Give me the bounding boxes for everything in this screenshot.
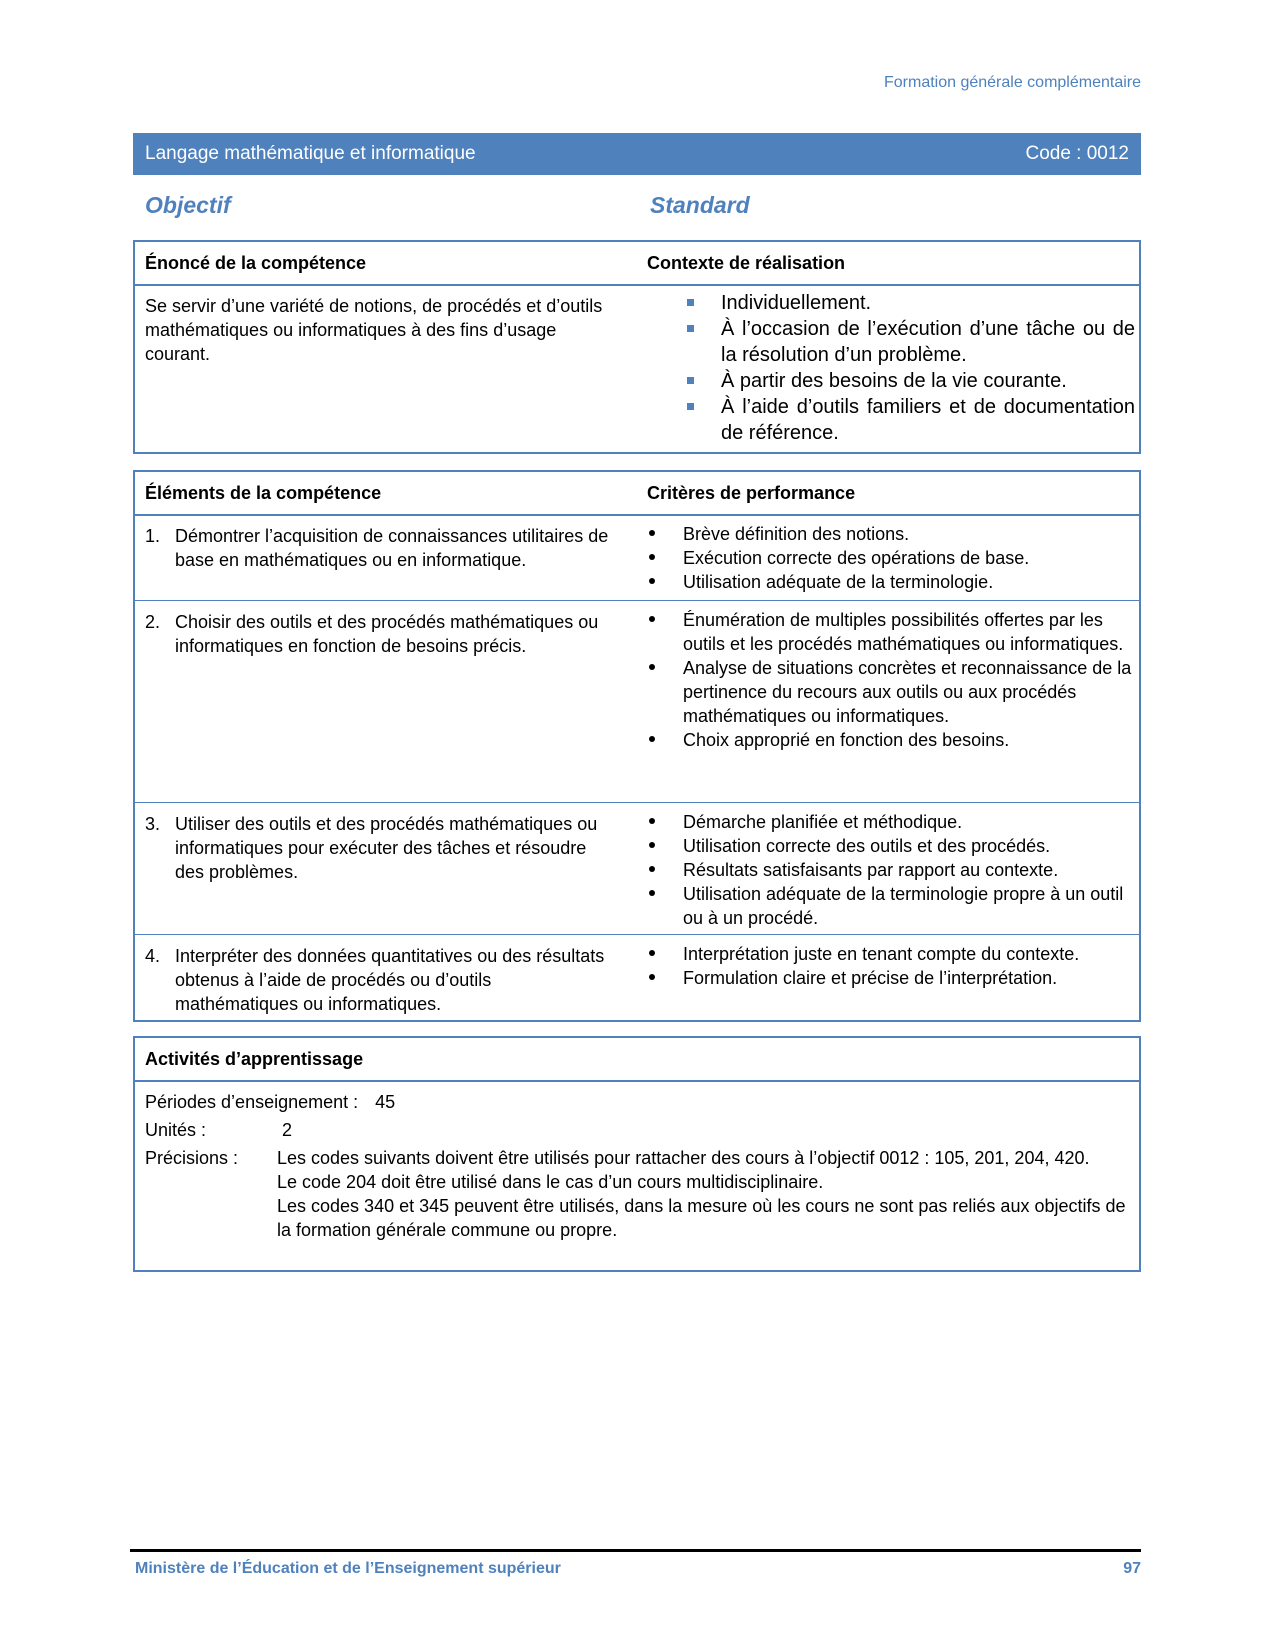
element-row-1 bbox=[145, 524, 615, 572]
objective-standard-labels bbox=[145, 192, 1045, 219]
element-number: 2. bbox=[145, 612, 161, 632]
row-divider bbox=[135, 934, 1139, 935]
periodes-label: Périodes d’enseignement : bbox=[145, 1092, 359, 1112]
contexte-item: À l’occasion de l’exécution d’une tâche ou de la résolution d’un problème. bbox=[685, 316, 1135, 368]
element-number: 4. bbox=[145, 946, 161, 966]
criteres-col-header: Critères de performance bbox=[647, 483, 856, 503]
criteres-list-4 bbox=[647, 942, 1132, 990]
competence-header bbox=[135, 242, 1139, 286]
elements-box bbox=[133, 470, 1141, 1022]
critere-item: Formulation claire et précise de l’interprétation. bbox=[647, 966, 1132, 990]
standard-label: Standard bbox=[650, 192, 750, 218]
elements-header bbox=[135, 472, 1139, 516]
element-number: 1. bbox=[145, 526, 161, 546]
element-text: Utiliser des outils et des procédés mathématiques ou informatiques pour exécuter des tâches et résoudre des problèmes. bbox=[175, 814, 598, 882]
precisions-row bbox=[145, 1146, 1130, 1242]
critere-item: Utilisation adéquate de la terminologie. bbox=[647, 570, 1132, 594]
objectif-label: Objectif bbox=[145, 192, 231, 218]
elements-col-header: Éléments de la compétence bbox=[145, 483, 382, 503]
element-text: Interpréter des données quantitatives ou des résultats obtenus à l’aide de procédés ou d’outils mathématiques ou informatiques. bbox=[175, 946, 605, 1014]
unites-value: 2 bbox=[282, 1120, 293, 1140]
contexte-item: À partir des besoins de la vie courante. bbox=[685, 368, 1135, 394]
critere-item: Exécution correcte des opérations de base. bbox=[647, 546, 1132, 570]
contexte-header: Contexte de réalisation bbox=[647, 253, 846, 273]
criteres-list-1 bbox=[647, 522, 1132, 594]
activites-box bbox=[133, 1036, 1141, 1272]
contexte-item: Individuellement. bbox=[685, 290, 1135, 316]
course-title: Langage mathématique et informatique bbox=[145, 143, 476, 164]
ministry-name: Ministère de l’Éducation et de l’Enseignement supérieur bbox=[135, 1560, 561, 1577]
element-row-2 bbox=[145, 610, 615, 658]
critere-item: Énumération de multiples possibilités offertes par les outils et les procédés mathématiques ou informatiques. bbox=[647, 608, 1132, 656]
course-code-bar bbox=[133, 133, 1141, 175]
criteres-list-3 bbox=[647, 810, 1132, 930]
periodes-value: 45 bbox=[375, 1092, 396, 1112]
competence-box bbox=[133, 240, 1141, 454]
precisions-text bbox=[277, 1146, 1130, 1242]
critere-item: Brève définition des notions. bbox=[647, 522, 1132, 546]
critere-item: Choix approprié en fonction des besoins. bbox=[647, 728, 1132, 752]
contexte-list bbox=[685, 290, 1135, 446]
critere-item: Résultats satisfaisants par rapport au contexte. bbox=[647, 858, 1132, 882]
critere-item: Interprétation juste en tenant compte du contexte. bbox=[647, 942, 1132, 966]
element-number: 3. bbox=[145, 814, 161, 834]
page-number: 97 bbox=[1123, 1560, 1141, 1577]
element-row-4 bbox=[145, 944, 615, 1016]
unites-label: Unités : bbox=[145, 1120, 207, 1140]
contexte-item: À l’aide d’outils familiers et de documentation de référence. bbox=[685, 394, 1135, 446]
activites-header bbox=[135, 1038, 1139, 1082]
course-code: Code : 0012 bbox=[1025, 143, 1129, 164]
enonce-header: Énoncé de la compétence bbox=[145, 253, 367, 273]
critere-item: Utilisation adéquate de la terminologie propre à un outil ou à un procédé. bbox=[647, 882, 1132, 930]
precision-item: Les codes 340 et 345 peuvent être utilisés, dans la mesure où les cours ne sont pas reliés aux objectifs de la formation générale commune ou propre. bbox=[277, 1196, 1126, 1240]
activites-title: Activités d’apprentissage bbox=[145, 1049, 364, 1069]
element-text: Démontrer l’acquisition de connaissances utilitaires de base en mathématiques ou en informatique. bbox=[175, 526, 609, 570]
footer-divider bbox=[130, 1549, 1141, 1552]
unites-row bbox=[145, 1118, 292, 1142]
row-divider bbox=[135, 600, 1139, 601]
criteres-list-2 bbox=[647, 608, 1132, 752]
critere-item: Analyse de situations concrètes et reconnaissance de la pertinence du recours aux outils ou aux procédés mathématiques ou informatiques. bbox=[647, 656, 1132, 728]
element-row-3 bbox=[145, 812, 615, 884]
page-footer bbox=[135, 1560, 1141, 1578]
precisions-label: Précisions : bbox=[145, 1148, 239, 1168]
row-divider bbox=[135, 802, 1139, 803]
section-header: Formation générale complémentaire bbox=[883, 74, 1141, 91]
critere-item: Démarche planifiée et méthodique. bbox=[647, 810, 1132, 834]
periodes-row bbox=[145, 1090, 395, 1114]
precision-item: Les codes suivants doivent être utilisés pour rattacher des cours à l’objectif 0012 : 105, 201, 204, 420. bbox=[277, 1148, 1090, 1168]
critere-item: Utilisation correcte des outils et des procédés. bbox=[647, 834, 1132, 858]
enonce-text: Se servir d’une variété de notions, de procédés et d’outils mathématiques ou informatiques à des fins d’usage courant. bbox=[145, 296, 603, 364]
element-text: Choisir des outils et des procédés mathématiques ou informatiques en fonction de besoins précis. bbox=[175, 612, 599, 656]
precision-item: Le code 204 doit être utilisé dans le cas d’un cours multidisciplinaire. bbox=[277, 1172, 824, 1192]
